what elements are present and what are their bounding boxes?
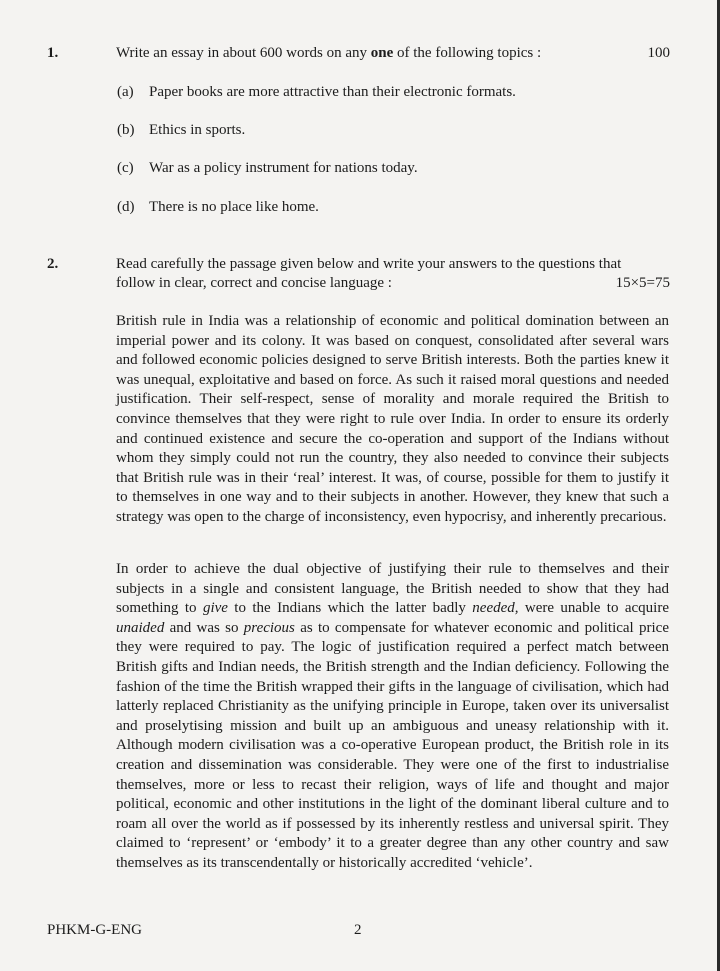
question-1-prompt-bold: one [370, 45, 394, 61]
option-b: (b) Ethics in sports. [117, 122, 246, 138]
option-c: (c) War as a policy instrument for nations today. [117, 160, 418, 176]
question-1-prompt: Write an essay in about 600 words on any one of the following topics : [116, 45, 542, 61]
passage-paragraph-2: In order to achieve the dual objective of justifying their rule to themselves and their subjects in a single and consistent language, the British needed to show that they had something to give to the Indians which the latter badly needed, were unable to acquire unaided and was so precious as to compensate for whatever economic and political price they were required to pay. The logic of justification required a perfect match between British gifts and Indian needs, the British strength and the Indian deficiency. Following the fashion of the time the British wrapped their gifts in the language of civilisation, which had latterly replaced Christianity as the unifying principle in Europe, taken over its universalist and proselytising mission and built up an ambiguous and uneasy relationship with it. Although modern civilisation was a co-operative European product, the British role in its creation and dissemination was considerable. They were one of the first to industrialise themselves, more or less to recast their religion, ways of life and thought and major political, economic and other institutions in the light of the dominant liberal culture and to roam all over the world as if possessed by its inherently restless and universal spirit. They claimed to ‘represent’ or ‘embody’ it to a greater degree than any other country and saw themselves as its transcendentally or historically accredited ‘vehicle’. [116, 561, 669, 871]
page-number: 2 [354, 922, 362, 938]
question-1-marks: 100 [647, 45, 670, 61]
question-2-prompt-line-2: follow in clear, correct and concise language : [116, 275, 392, 291]
option-d: (d) There is no place like home. [117, 199, 319, 215]
question-2-prompt-line-1: Read carefully the passage given below and write your answers to the questions that [116, 256, 622, 272]
question-2-marks: 15×5=75 [615, 275, 670, 291]
passage-paragraph-1: British rule in India was a relationship of economic and political domination between an imperial power and its colony. It was based on conquest, consolidated after several wars and followed economic policies designed to serve British interests. Both the parties knew it was unequal, exploitative and based on force. As such it raised moral questions and needed justification. Their self-respect, sense of morality and morale required the British to convince themselves that they were right to rule over India. In order to ensure its orderly and continued existence and secure the co-operation and support of the Indians without whom they simply could not run the country, they also needed to convince their subjects that British rule was in their ‘real’ interest. It was, of course, possible for them to justify it to themselves in one way and to their subjects in another. However, they knew that such a strategy was open to the charge of inconsistency, even hypocrisy, and inherently precarious. [116, 313, 669, 525]
paper-code: PHKM-G-ENG [47, 922, 142, 938]
question-2-number: 2. [47, 256, 59, 272]
option-a: (a) Paper books are more attractive than their electronic formats. [117, 84, 516, 100]
question-1-number: 1. [47, 45, 59, 61]
